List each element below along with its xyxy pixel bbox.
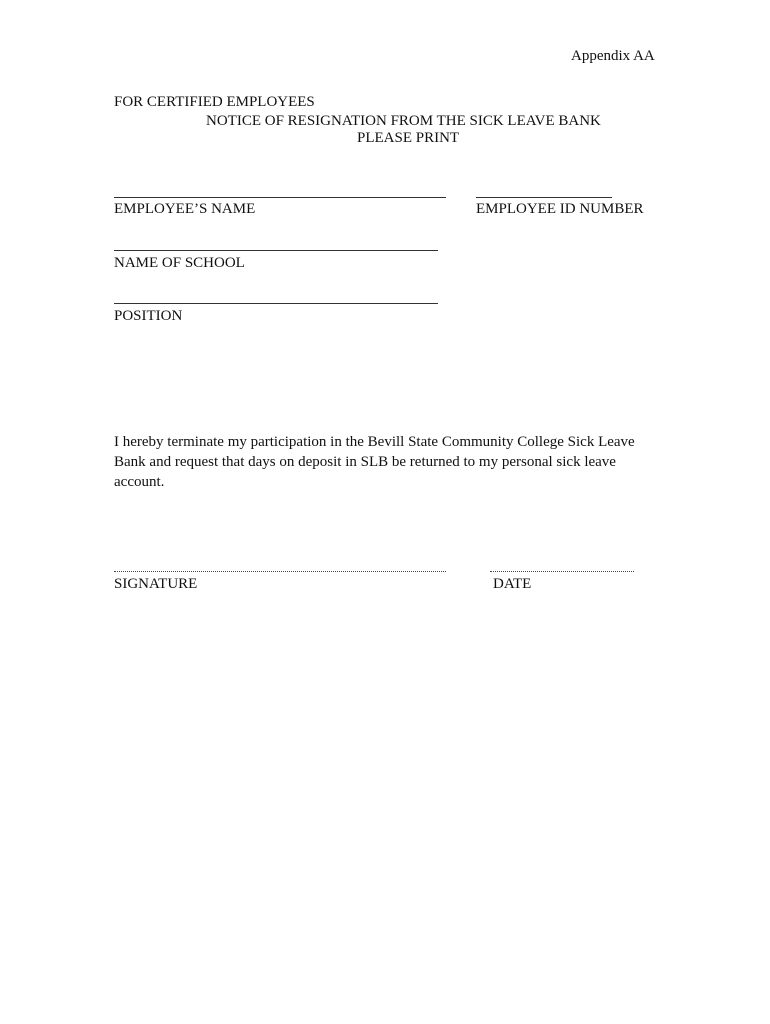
date-label: DATE bbox=[493, 576, 532, 592]
signature-field-line[interactable] bbox=[114, 571, 446, 572]
school-name-label: NAME OF SCHOOL bbox=[114, 255, 245, 271]
employee-name-label: EMPLOYEE’S NAME bbox=[114, 201, 256, 217]
employee-name-field-line[interactable] bbox=[114, 197, 446, 198]
date-field-line[interactable] bbox=[490, 571, 634, 572]
school-name-field-line[interactable] bbox=[114, 250, 438, 251]
signature-label: SIGNATURE bbox=[114, 576, 198, 592]
position-field-line[interactable] bbox=[114, 303, 438, 304]
print-instruction: PLEASE PRINT bbox=[357, 130, 460, 146]
audience-heading: FOR CERTIFIED EMPLOYEES bbox=[114, 94, 315, 110]
employee-id-label: EMPLOYEE ID NUMBER bbox=[476, 201, 644, 217]
employee-id-field-line[interactable] bbox=[476, 197, 612, 198]
resignation-statement: I hereby terminate my participation in the Bevill State Community College Sick Leave Bank and request that days on deposit in SLB be returned to my personal sick leave account. bbox=[114, 434, 635, 490]
appendix-label: Appendix AA bbox=[571, 48, 655, 64]
position-label: POSITION bbox=[114, 308, 183, 324]
form-title: NOTICE OF RESIGNATION FROM THE SICK LEAVE BANK bbox=[206, 113, 601, 129]
